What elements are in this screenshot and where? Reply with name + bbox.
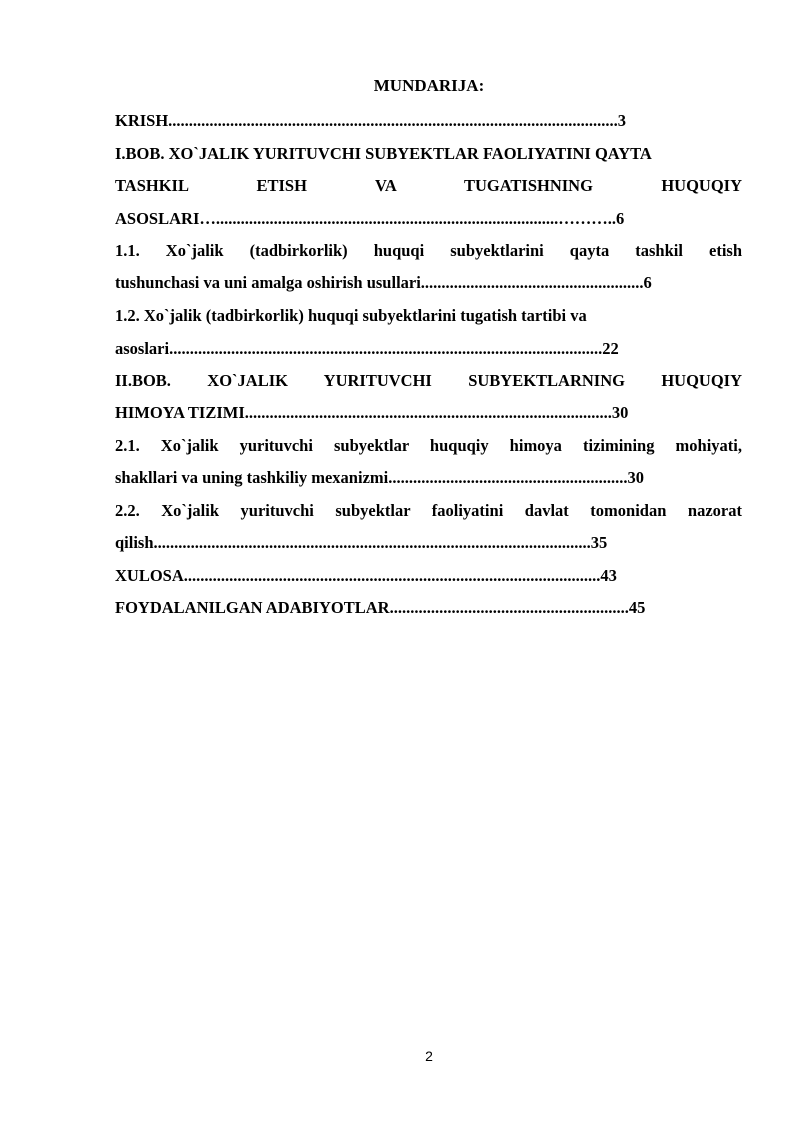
toc-entry-2-1-line-2: shakllari va uning tashkiliy mexanizmi..........................................................30 [115, 468, 644, 487]
toc-entry-1-2-line-1: 1.2. Xo`jalik (tadbirkorlik) huquqi subyektlarini tugatish tartibi va [115, 306, 587, 325]
toc-entry-chapter-1-line-3: ASOSLARI…...................................................................................………..6 [115, 209, 625, 228]
page-number: 2 [425, 1048, 433, 1064]
toc-heading: MUNDARIJA: [373, 76, 485, 95]
toc-entry-chapter-1-line-1: I.BOB. XO`JALIK YURITUVCHI SUBYEKTLAR FAOLIYATINI QAYTA [115, 144, 652, 163]
toc-entry-1-1-line-1: 1.1. Xo`jalik (tadbirkorlik) huquqi subyektlarini qayta tashkil etish [115, 241, 742, 260]
toc-entry-1-2-line-2: asoslari.........................................................................................................22 [115, 339, 619, 358]
toc-entry-2-2-line-1: 2.2. Xo`jalik yurituvchi subyektlar faoliyatini davlat tomonidan nazorat [115, 501, 742, 520]
toc-entry-2-1-line-1: 2.1. Xo`jalik yurituvchi subyektlar huquqiy himoya tizimining mohiyati, [115, 436, 742, 455]
toc-entry-xulosa: XULOSA.....................................................................................................43 [115, 566, 617, 585]
toc-entry-krish: KRISH.............................................................................................................3 [115, 111, 627, 130]
toc-entry-2-2-line-2: qilish..........................................................................................................35 [115, 533, 608, 552]
toc-entry-chapter-1-line-2: TASHKIL ETISH VA TUGATISHNING HUQUQIY [115, 176, 742, 195]
toc-entry-bibliography: FOYDALANILGAN ADABIYOTLAR..........................................................45 [115, 598, 646, 617]
toc-entry-chapter-2-line-1: II.BOB. XO`JALIK YURITUVCHI SUBYEKTLARNING HUQUQIY [115, 371, 742, 390]
toc-entry-chapter-2-line-2: HIMOYA TIZIMI.........................................................................................30 [115, 403, 629, 422]
toc-entry-1-1-line-2: tushunchasi va uni amalga oshirish usullari......................................................6 [115, 273, 652, 292]
